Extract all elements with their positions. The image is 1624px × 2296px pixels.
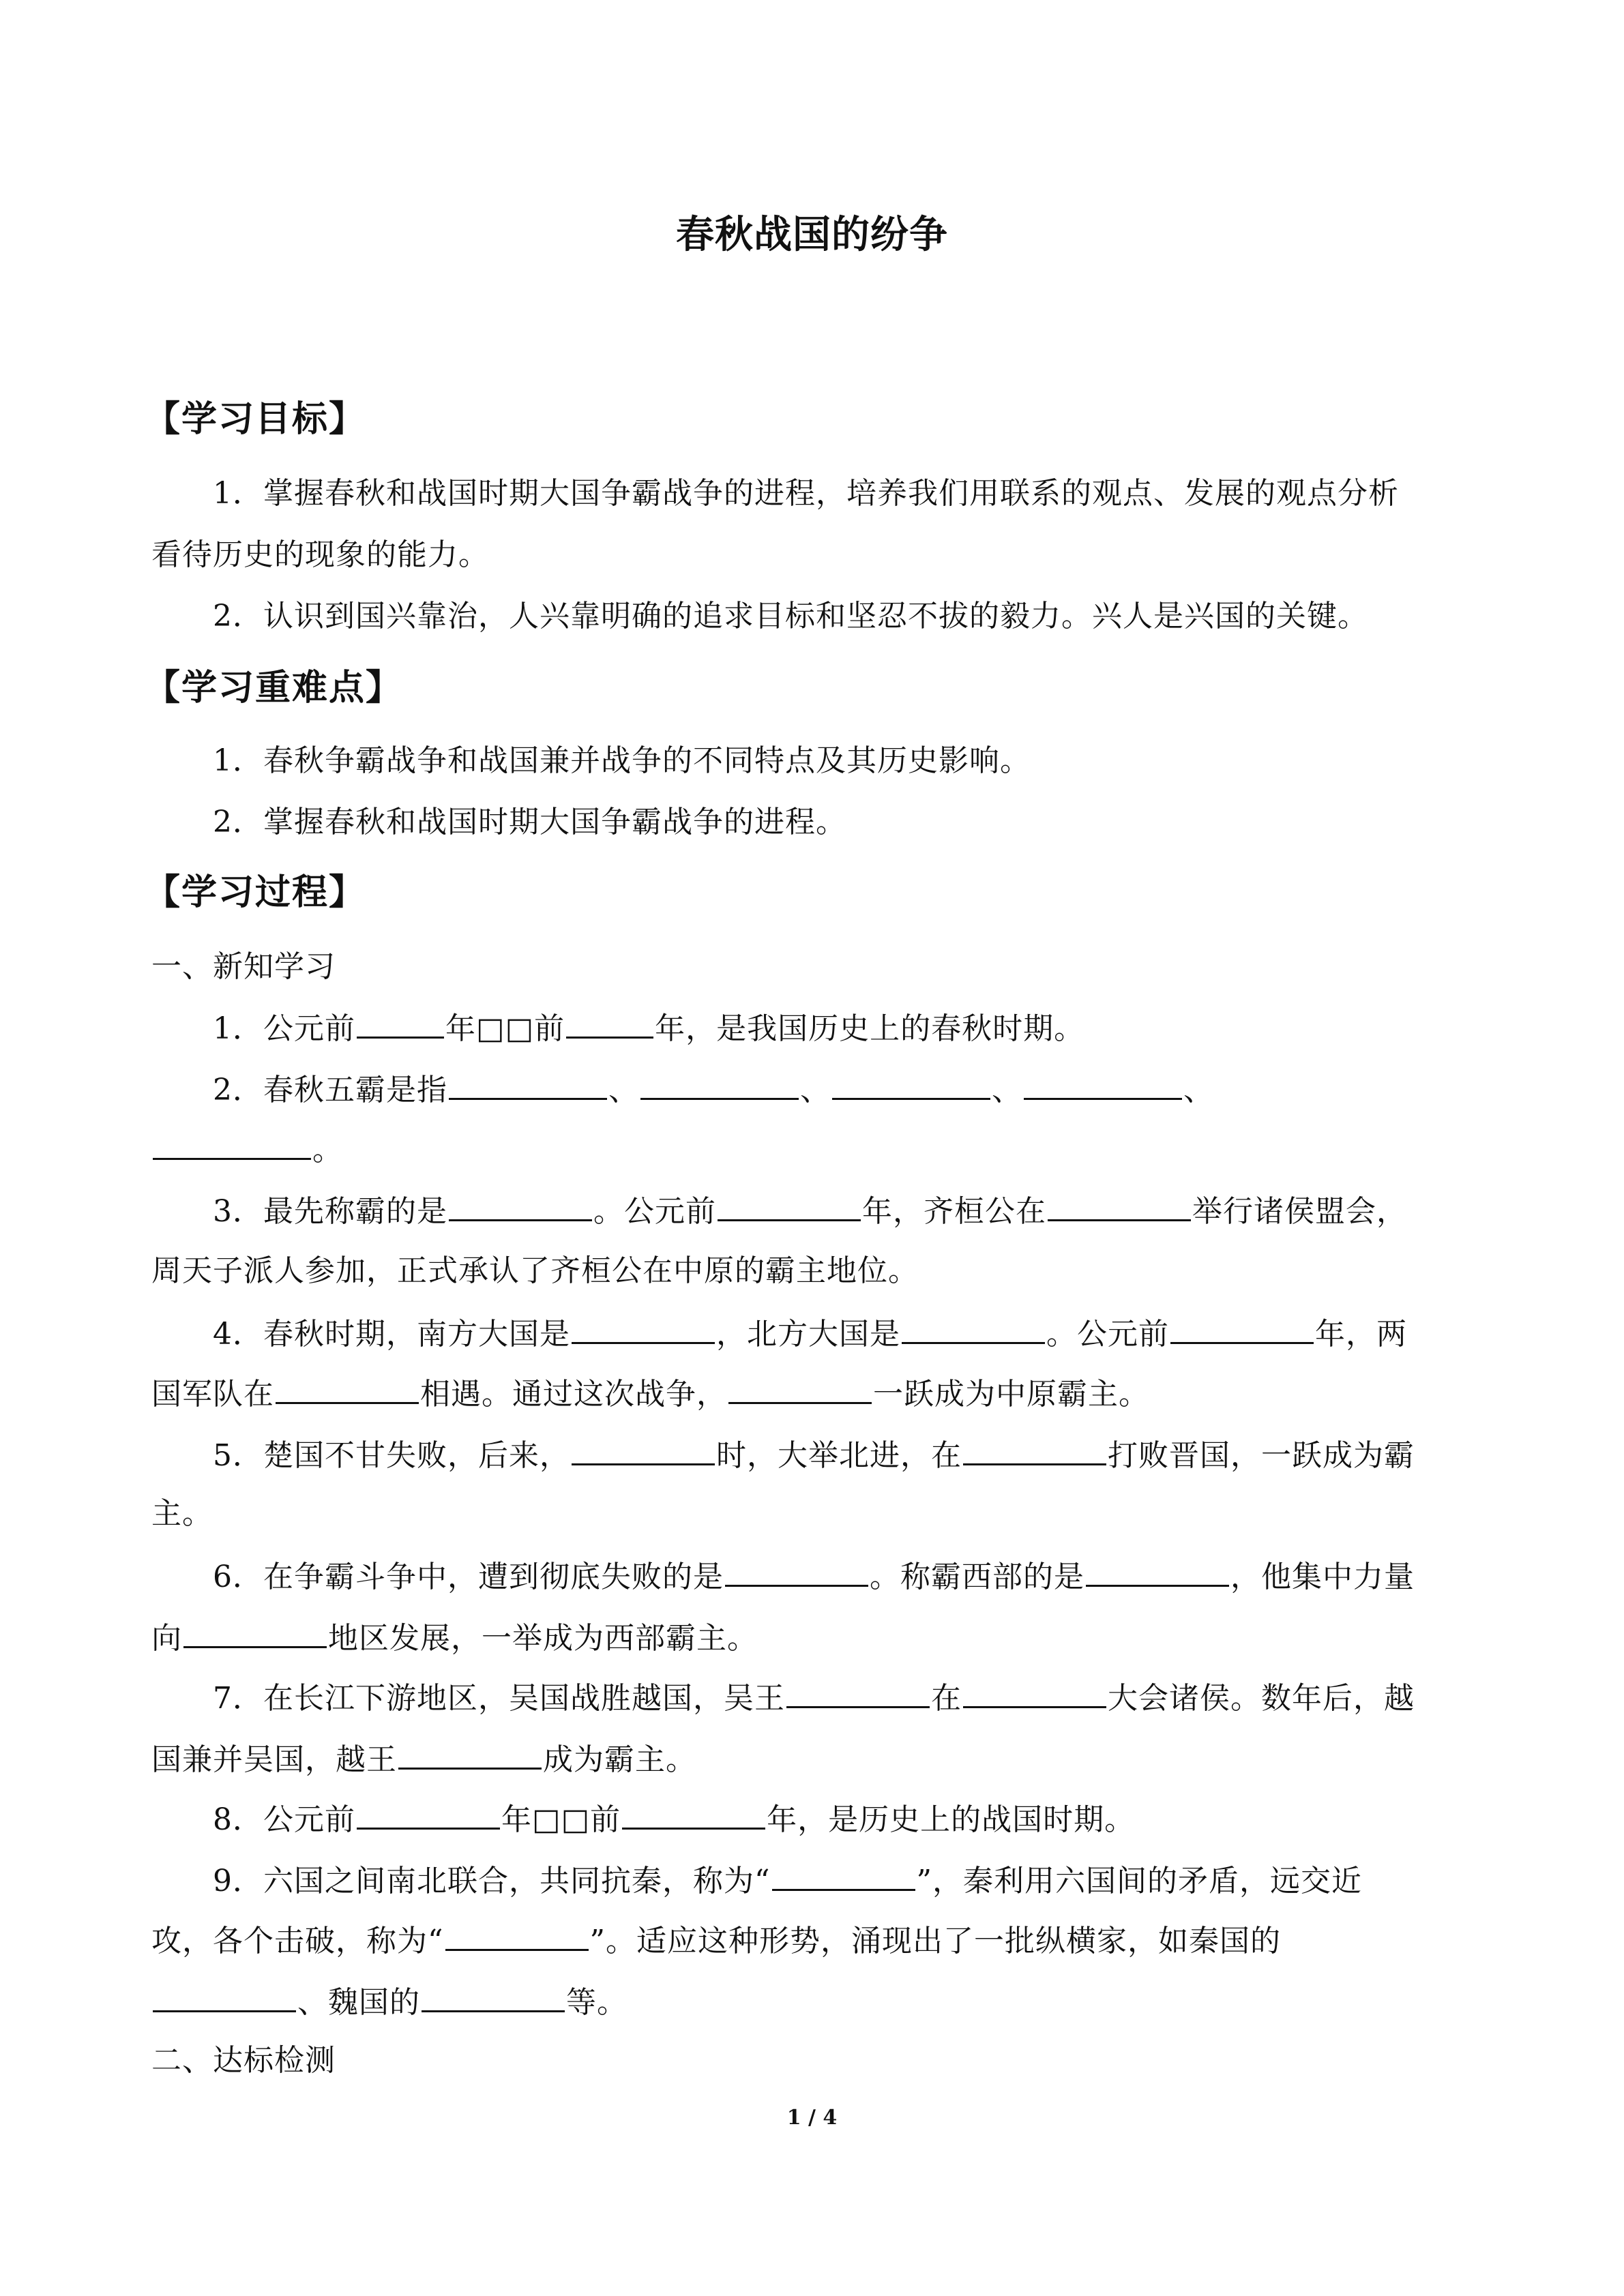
q1-text-2: 年□□前 (445, 1011, 565, 1046)
q8-text-3: 年，是历史上的战国时期。 (767, 1802, 1136, 1837)
q6-text-5: 地区发展，一举成为西部霸主。 (328, 1621, 758, 1656)
q5-blank-2[interactable] (963, 1433, 1106, 1465)
q4-text-6: 相遇。通过这次战争， (420, 1377, 727, 1412)
key-point-2: 2．掌握春秋和战国时期大国争霸战争的进程。 (213, 805, 846, 839)
q2-sep-3: 、 (992, 1073, 1022, 1107)
q7-blank-1[interactable] (786, 1676, 930, 1708)
q7-text-3: 大会诸侯。数年后，越 (1108, 1681, 1415, 1716)
q3-text-1: 3．最先称霸的是 (213, 1194, 447, 1229)
q2-end: 。 (312, 1133, 343, 1167)
q3-text-4: 举行诸侯盟会， (1192, 1194, 1407, 1229)
q8-text-2: 年□□前 (501, 1802, 621, 1837)
q2-sep-1: 、 (608, 1073, 639, 1107)
part2-title: 二、达标检测 (151, 2043, 336, 2078)
q9-blank-4[interactable] (422, 1980, 565, 2012)
q4-text-4: 年，两 (1315, 1317, 1407, 1352)
q3-text-2: 。公元前 (593, 1194, 716, 1229)
q3-blank-2[interactable] (718, 1189, 861, 1221)
q2-text-1: 2．春秋五霸是指 (213, 1073, 447, 1107)
q6-blank-3[interactable] (183, 1616, 327, 1648)
q9-blank-1[interactable] (772, 1859, 915, 1891)
q2-blank-1[interactable] (449, 1068, 607, 1100)
q4-blank-2[interactable] (902, 1312, 1045, 1344)
question-8 (213, 1798, 1135, 1840)
goal-item-2: 2．认识到国兴靠治，人兴靠明确的追求目标和坚忍不拔的毅力。兴人是兴国的关键。 (213, 599, 1368, 633)
q1-blank-1[interactable] (357, 1007, 444, 1039)
q4-text-5: 国军队在 (151, 1377, 274, 1412)
q8-blank-2[interactable] (622, 1798, 765, 1830)
q7-text-1: 7．在长江下游地区，吴国战胜越国，吴王 (213, 1681, 785, 1716)
q1-text-3: 年，是我国历史上的春秋时期。 (655, 1011, 1085, 1046)
q6-text-3: ，他集中力量 (1230, 1560, 1415, 1594)
q5-text-1: 5．楚国不甘失败，后来， (213, 1438, 570, 1473)
q9-text-6: 等。 (566, 1985, 628, 2020)
q4-text-3: 。公元前 (1046, 1317, 1169, 1352)
question-6-cont (151, 1616, 758, 1659)
question-3 (213, 1189, 1407, 1232)
q5-blank-1[interactable] (572, 1433, 715, 1465)
q9-text-2: ”，秦利用六国间的矛盾，远交近 (916, 1864, 1362, 1898)
q3-blank-1[interactable] (449, 1189, 592, 1221)
q4-blank-1[interactable] (572, 1312, 715, 1344)
question-4 (213, 1312, 1407, 1355)
goal-item-1-line-2: 看待历史的现象的能力。 (151, 537, 489, 572)
question-2 (213, 1068, 1214, 1111)
q2-blank-3[interactable] (832, 1068, 990, 1100)
q4-blank-4[interactable] (276, 1372, 419, 1404)
q7-text-4: 国兼并吴国，越王 (151, 1742, 397, 1777)
q5-text-3: 打败晋国，一跃成为霸 (1108, 1438, 1415, 1473)
q9-text-3: 攻，各个击破，称为“ (151, 1924, 444, 1958)
q8-blank-1[interactable] (357, 1798, 500, 1830)
q9-text-1: 9．六国之间南北联合，共同抗秦，称为“ (213, 1864, 771, 1898)
q2-blank-5[interactable] (153, 1128, 311, 1160)
q2-blank-4[interactable] (1024, 1068, 1182, 1100)
q6-text-4: 向 (151, 1621, 182, 1656)
q2-sep-2: 、 (800, 1073, 831, 1107)
question-4-cont (151, 1372, 1149, 1415)
heading-process: 【学习过程】 (145, 872, 366, 913)
q8-text-1: 8．公元前 (213, 1802, 355, 1837)
q3-text-3: 年，齐桓公在 (862, 1194, 1046, 1229)
q6-text-2: 。称霸西部的是 (870, 1560, 1084, 1594)
q6-text-1: 6．在争霸斗争中，遭到彻底失败的是 (213, 1560, 724, 1594)
q7-text-2: 在 (931, 1681, 962, 1716)
q4-text-2: ，北方大国是 (716, 1317, 900, 1352)
heading-key-points: 【学习重难点】 (145, 668, 403, 709)
q9-blank-3[interactable] (153, 1980, 296, 2012)
q2-blank-2[interactable] (640, 1068, 799, 1100)
heading-goals: 【学习目标】 (145, 399, 366, 440)
page-number: 1 / 4 (786, 2106, 838, 2130)
question-3-cont: 周天子派人参加，正式承认了齐桓公在中原的霸主地位。 (151, 1253, 919, 1288)
q5-text-2: 时，大举北进，在 (716, 1438, 962, 1473)
q7-blank-2[interactable] (963, 1676, 1106, 1708)
question-9-cont-2 (151, 1980, 628, 2023)
question-9 (213, 1859, 1362, 1902)
question-1 (213, 1007, 1084, 1049)
part1-title: 一、新知学习 (151, 949, 336, 984)
q4-text-1: 4．春秋时期，南方大国是 (213, 1317, 570, 1352)
question-5-cont: 主。 (151, 1496, 213, 1531)
q7-blank-3[interactable] (398, 1738, 542, 1770)
q2-sep-4: 、 (1183, 1073, 1214, 1107)
q4-blank-3[interactable] (1170, 1312, 1314, 1344)
q1-blank-2[interactable] (566, 1007, 653, 1039)
question-6 (213, 1555, 1415, 1598)
q9-blank-2[interactable] (445, 1919, 589, 1951)
q1-text-1: 1．公元前 (213, 1011, 355, 1046)
q3-blank-3[interactable] (1048, 1189, 1191, 1221)
q4-text-7: 一跃成为中原霸主。 (873, 1377, 1149, 1412)
q6-blank-1[interactable] (725, 1555, 868, 1587)
goal-item-1-line-1: 1．掌握春秋和战国时期大国争霸战争的进程，培养我们用联系的观点、发展的观点分析 (213, 476, 1399, 511)
q7-text-5: 成为霸主。 (543, 1742, 696, 1777)
q6-blank-2[interactable] (1086, 1555, 1229, 1587)
question-5 (213, 1433, 1415, 1476)
key-point-1: 1．春秋争霸战争和战国兼并战争的不同特点及其历史影响。 (213, 743, 1031, 778)
question-7 (213, 1676, 1415, 1719)
q9-text-4: ”。适应这种形势，涌现出了一批纵横家，如秦国的 (589, 1924, 1281, 1958)
q9-text-5: 、魏国的 (297, 1985, 420, 2020)
question-7-cont (151, 1738, 696, 1780)
page-title: 春秋战国的纷争 (676, 213, 948, 257)
q4-blank-5[interactable] (728, 1372, 872, 1404)
question-2-cont (151, 1128, 343, 1171)
question-9-cont-1 (151, 1919, 1281, 1962)
